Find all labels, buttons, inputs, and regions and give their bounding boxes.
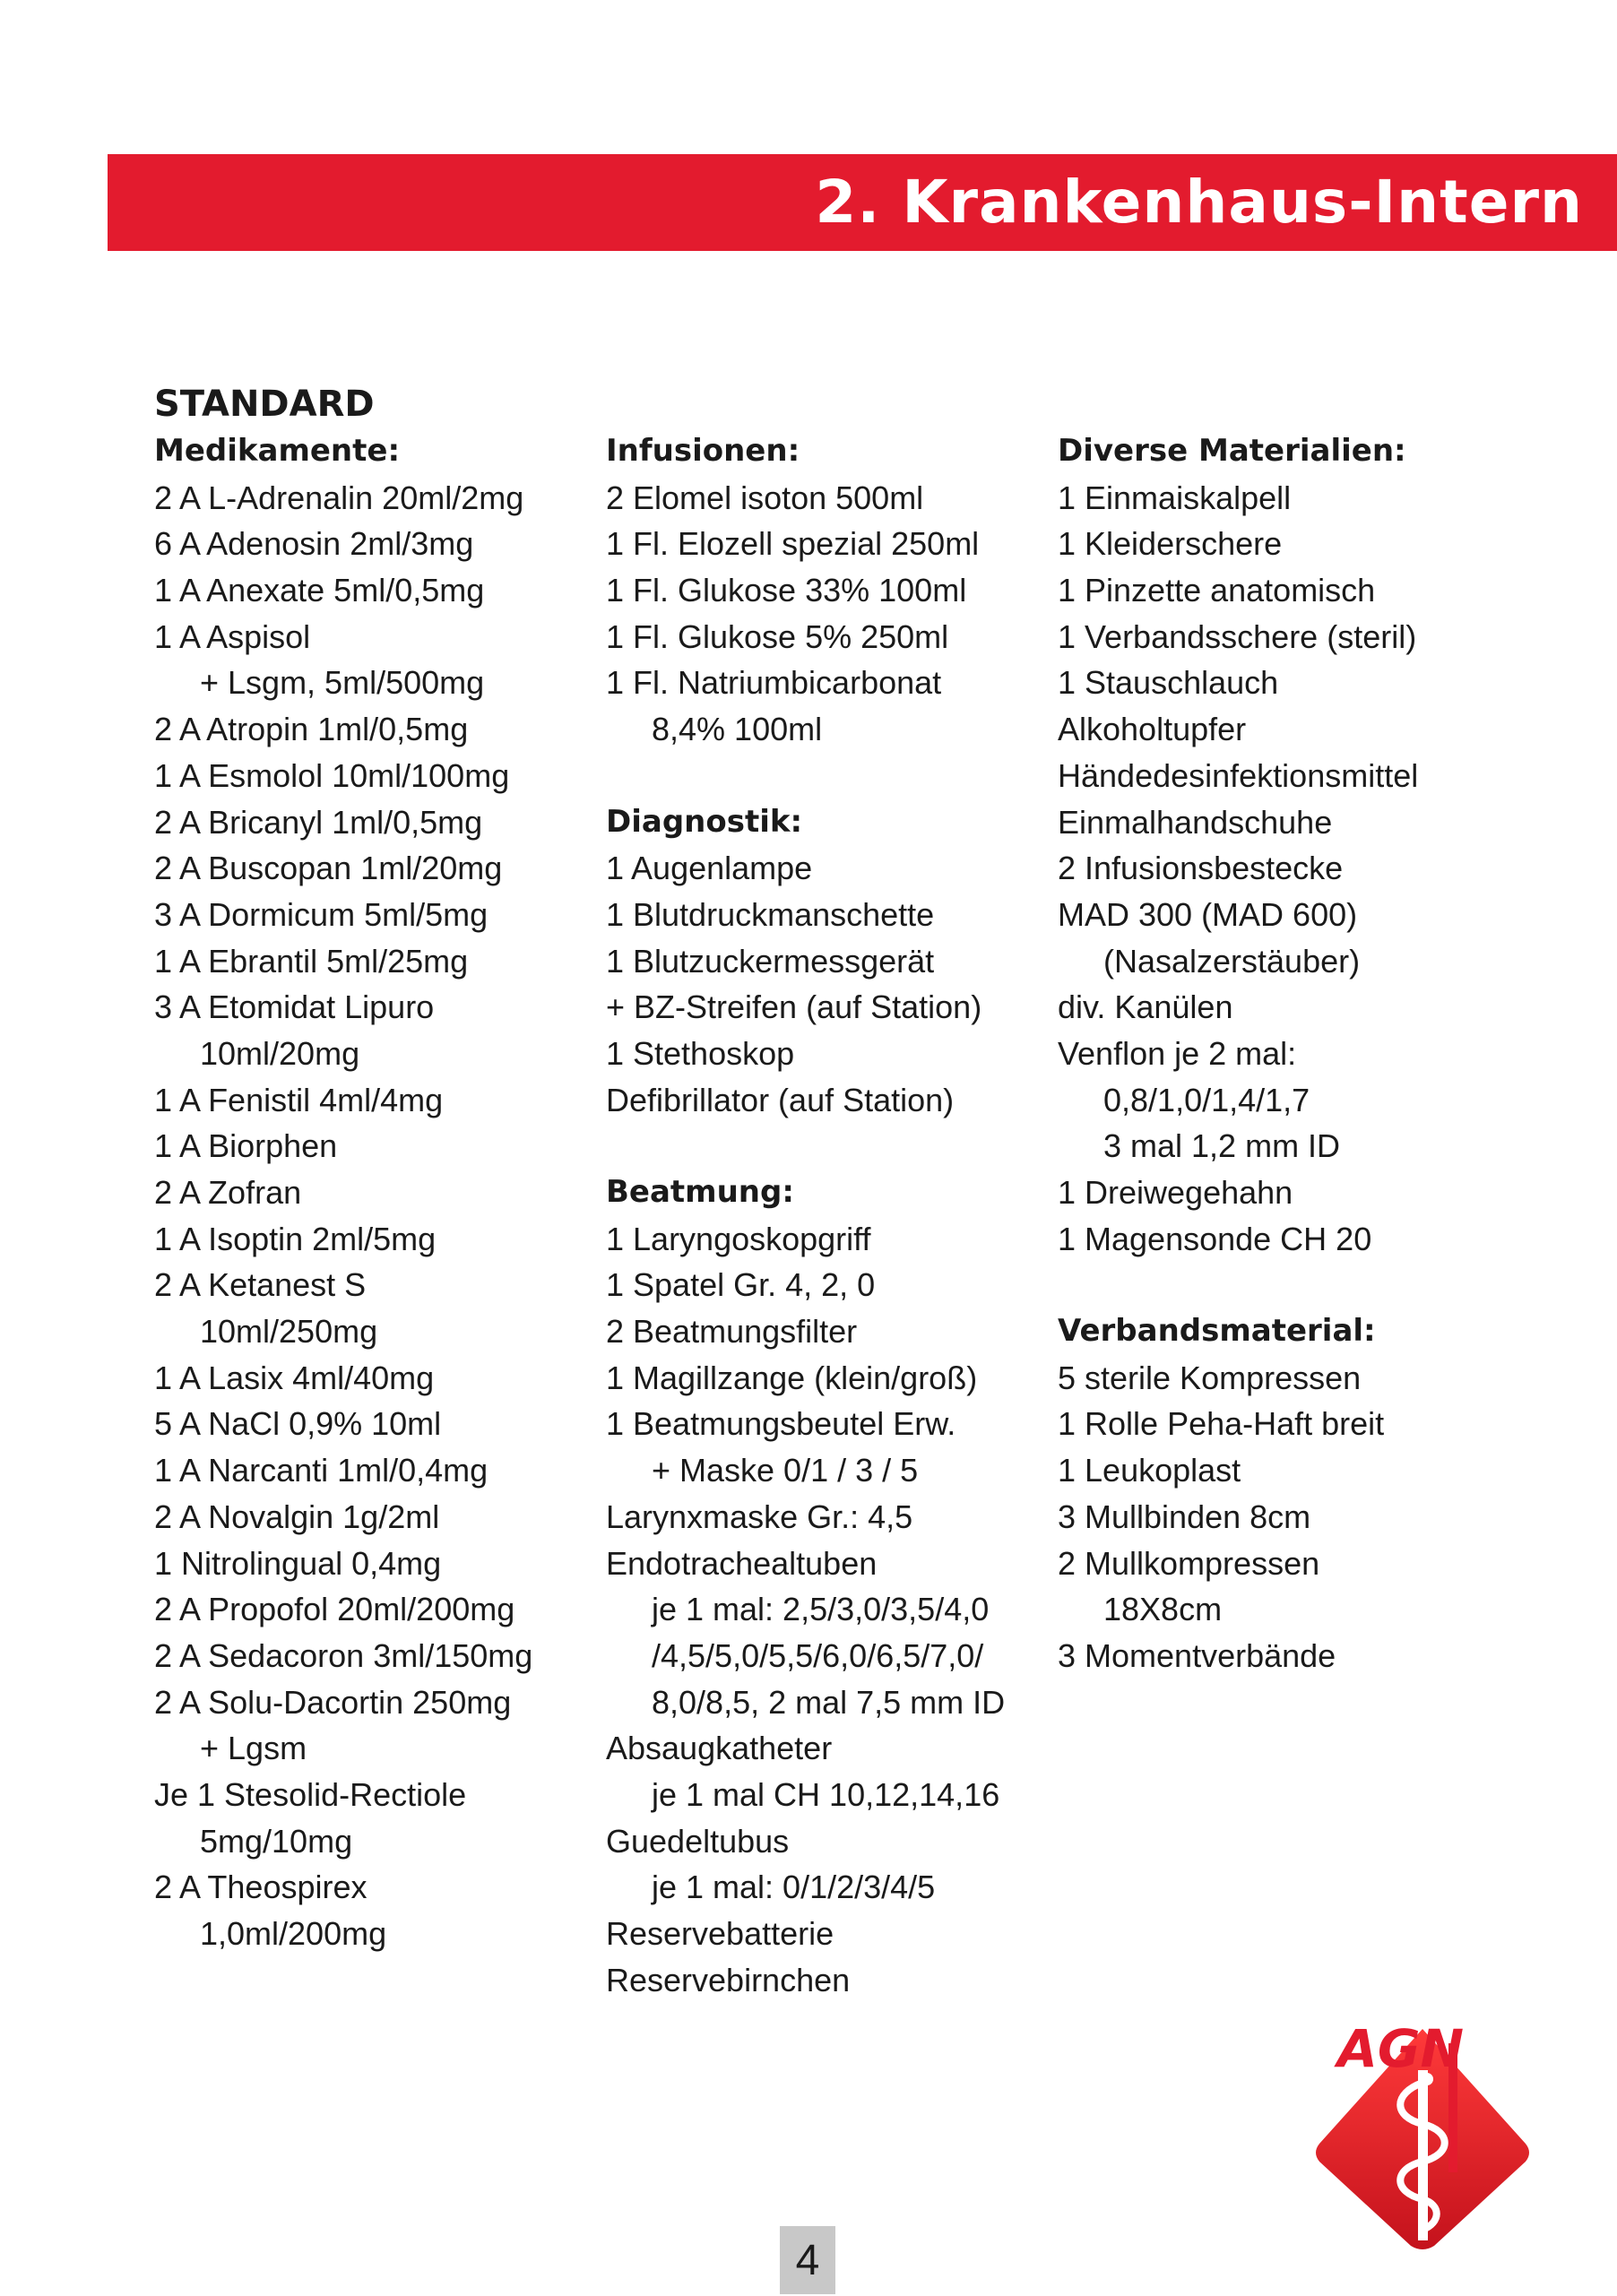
list-item: 3 mal 1,2 mm ID [1103, 1127, 1341, 1165]
list-item: je 1 mal: 2,5/3,0/3,5/4,0 [652, 1591, 990, 1628]
list-item: 1 Fl. Glukose 5% 250ml [606, 617, 949, 655]
list-item: 1 Blutzuckermessgerät [606, 942, 935, 980]
list-item: 1 Rolle Peha-Haft breit [1058, 1405, 1385, 1443]
list-item: 1 Fl. Elozell spezial 250ml [606, 525, 980, 563]
list-item: + BZ-Streifen (auf Station) [606, 988, 982, 1026]
list-heading: Medikamente: [154, 433, 401, 469]
list-heading: Verbandsmaterial: [1058, 1313, 1376, 1350]
list-item: 2 A Atropin 1ml/0,5mg [154, 711, 469, 748]
list-item: 1 Stauschlauch [1058, 664, 1279, 702]
list-item: 1 A Narcanti 1ml/0,4mg [154, 1452, 489, 1489]
list-item: 1 Magillzange (klein/groß) [606, 1359, 978, 1396]
list-item: 3 A Etomidat Lipuro [154, 988, 435, 1026]
list-item: je 1 mal CH 10,12,14,16 [652, 1775, 1000, 1813]
list-item: 1 A Biorphen [154, 1127, 338, 1165]
list-item: 1 A Lasix 4ml/40mg [154, 1359, 435, 1396]
list-item: MAD 300 (MAD 600) [1058, 895, 1358, 933]
list-item: 2 A Propofol 20ml/200mg [154, 1591, 515, 1628]
list-item: 1 Kleiderschere [1058, 525, 1283, 563]
list-item: 1 A Anexate 5ml/0,5mg [154, 572, 485, 609]
list-item: 1 Dreiwegehahn [1058, 1174, 1293, 1211]
agn-logo [1307, 2011, 1538, 2249]
list-item: 1 Blutdruckmanschette [606, 895, 935, 933]
list-item: 1 A Ebrantil 5ml/25mg [154, 942, 469, 980]
list-item: 0,8/1,0/1,4/1,7 [1103, 1081, 1310, 1118]
list-item: Alkoholtupfer [1058, 711, 1247, 748]
list-item: 2 A Sedacoron 3ml/150mg [154, 1636, 533, 1674]
page-number: 4 [780, 2226, 835, 2294]
list-item: 1 A Isoptin 2ml/5mg [154, 1220, 437, 1257]
list-item: 8,4% 100ml [652, 711, 823, 748]
list-item: 1 Fl. Glukose 33% 100ml [606, 572, 967, 609]
list-item: 2 A Novalgin 1g/2ml [154, 1498, 440, 1535]
list-item: 18X8cm [1103, 1591, 1223, 1628]
column-medikamente [154, 428, 584, 1957]
list-item: 5mg/10mg [200, 1822, 353, 1860]
list-item: Händedesinfektionsmittel [1058, 756, 1419, 794]
list-item: 1 Laryngoskopgriff [606, 1220, 871, 1257]
list-item: Absaugkatheter [606, 1730, 833, 1767]
list-item: div. Kanülen [1058, 988, 1233, 1026]
list-item: 6 A Adenosin 2ml/3mg [154, 525, 474, 563]
list-item: /4,5/5,0/5,5/6,0/6,5/7,0/ [652, 1636, 984, 1674]
list-item: Endotrachealtuben [606, 1544, 878, 1582]
list-item: 1 Stethoskop [606, 1034, 795, 1072]
list-item: Je 1 Stesolid-Rectiole [154, 1775, 467, 1813]
list-item: + Maske 0/1 / 3 / 5 [652, 1452, 919, 1489]
list-item: Larynxmaske Gr.: 4,5 [606, 1498, 913, 1535]
list-item: Venflon je 2 mal: [1058, 1034, 1297, 1072]
chapter-header-bar [108, 154, 1617, 251]
list-item: je 1 mal: 0/1/2/3/4/5 [652, 1869, 936, 1906]
list-item: 1 Nitrolingual 0,4mg [154, 1544, 442, 1582]
list-item: 3 Mullbinden 8cm [1058, 1498, 1311, 1535]
list-item: 2 A Bricanyl 1ml/0,5mg [154, 803, 483, 841]
list-item: 2 Beatmungsfilter [606, 1313, 858, 1351]
list-item: Reservebatterie [606, 1915, 834, 1952]
list-item: 10ml/250mg [200, 1313, 378, 1351]
list-item: Defibrillator (auf Station) [606, 1081, 955, 1118]
list-item: 1 Pinzette anatomisch [1058, 572, 1376, 609]
list-item: (Nasalzerstäuber) [1103, 942, 1361, 980]
list-item: 2 Infusionsbestecke [1058, 850, 1344, 887]
list-item: 1 Augenlampe [606, 850, 813, 887]
column-infusionen-diagnostik-beatmung [606, 428, 1054, 2003]
list-item: 1 Beatmungsbeutel Erw. [606, 1405, 956, 1443]
list-item: + Lsgm, 5ml/500mg [200, 664, 485, 702]
column-materialien-verband [1058, 428, 1595, 1679]
list-item: 1,0ml/200mg [200, 1915, 387, 1952]
logo-text: AGN [1337, 2018, 1465, 2079]
list-item: 3 A Dormicum 5ml/5mg [154, 895, 489, 933]
list-item: 1 Fl. Natriumbicarbonat [606, 664, 942, 702]
list-item: 2 A L-Adrenalin 20ml/2mg [154, 479, 524, 516]
list-item: 1 Leukoplast [1058, 1452, 1241, 1489]
list-item: 2 A Solu-Dacortin 250mg [154, 1683, 512, 1721]
list-heading: Diagnostik: [606, 803, 803, 840]
spacer [606, 753, 1054, 799]
list-heading: Diverse Materialien: [1058, 433, 1406, 469]
list-heading: Beatmung: [606, 1174, 794, 1210]
spacer [606, 1123, 1054, 1170]
list-item: Reservebirnchen [606, 1961, 851, 1998]
list-item: + Lgsm [200, 1730, 307, 1767]
logo-staff [1418, 2070, 1428, 2240]
list-item: 1 Magensonde CH 20 [1058, 1220, 1372, 1257]
chapter-title: 2. Krankenhaus-Intern [815, 168, 1583, 237]
list-item: 2 A Ketanest S [154, 1266, 367, 1304]
list-item: 2 Mullkompressen [1058, 1544, 1320, 1582]
list-item: 1 A Aspisol [154, 617, 311, 655]
list-item: 1 Spatel Gr. 4, 2, 0 [606, 1266, 876, 1304]
list-item: 1 A Fenistil 4ml/4mg [154, 1081, 444, 1118]
list-item: 2 Elomel isoton 500ml [606, 479, 924, 516]
list-item: 2 A Zofran [154, 1174, 302, 1211]
spacer [1058, 1262, 1595, 1308]
list-item: 8,0/8,5, 2 mal 7,5 mm ID [652, 1683, 1006, 1721]
list-item: Guedeltubus [606, 1822, 790, 1860]
list-item: 10ml/20mg [200, 1034, 360, 1072]
list-item: 1 Verbandsschere (steril) [1058, 617, 1417, 655]
list-item: 5 sterile Kompressen [1058, 1359, 1362, 1396]
list-item: 1 Einmaiskalpell [1058, 479, 1292, 516]
list-item: 2 A Buscopan 1ml/20mg [154, 850, 503, 887]
list-item: Einmalhandschuhe [1058, 803, 1333, 841]
section-title: STANDARD [154, 384, 375, 425]
list-heading: Infusionen: [606, 433, 800, 469]
list-item: 2 A Theospirex [154, 1869, 368, 1906]
list-item: 3 Momentverbände [1058, 1636, 1336, 1674]
list-item: 1 A Esmolol 10ml/100mg [154, 756, 510, 794]
list-item: 5 A NaCl 0,9% 10ml [154, 1405, 442, 1443]
